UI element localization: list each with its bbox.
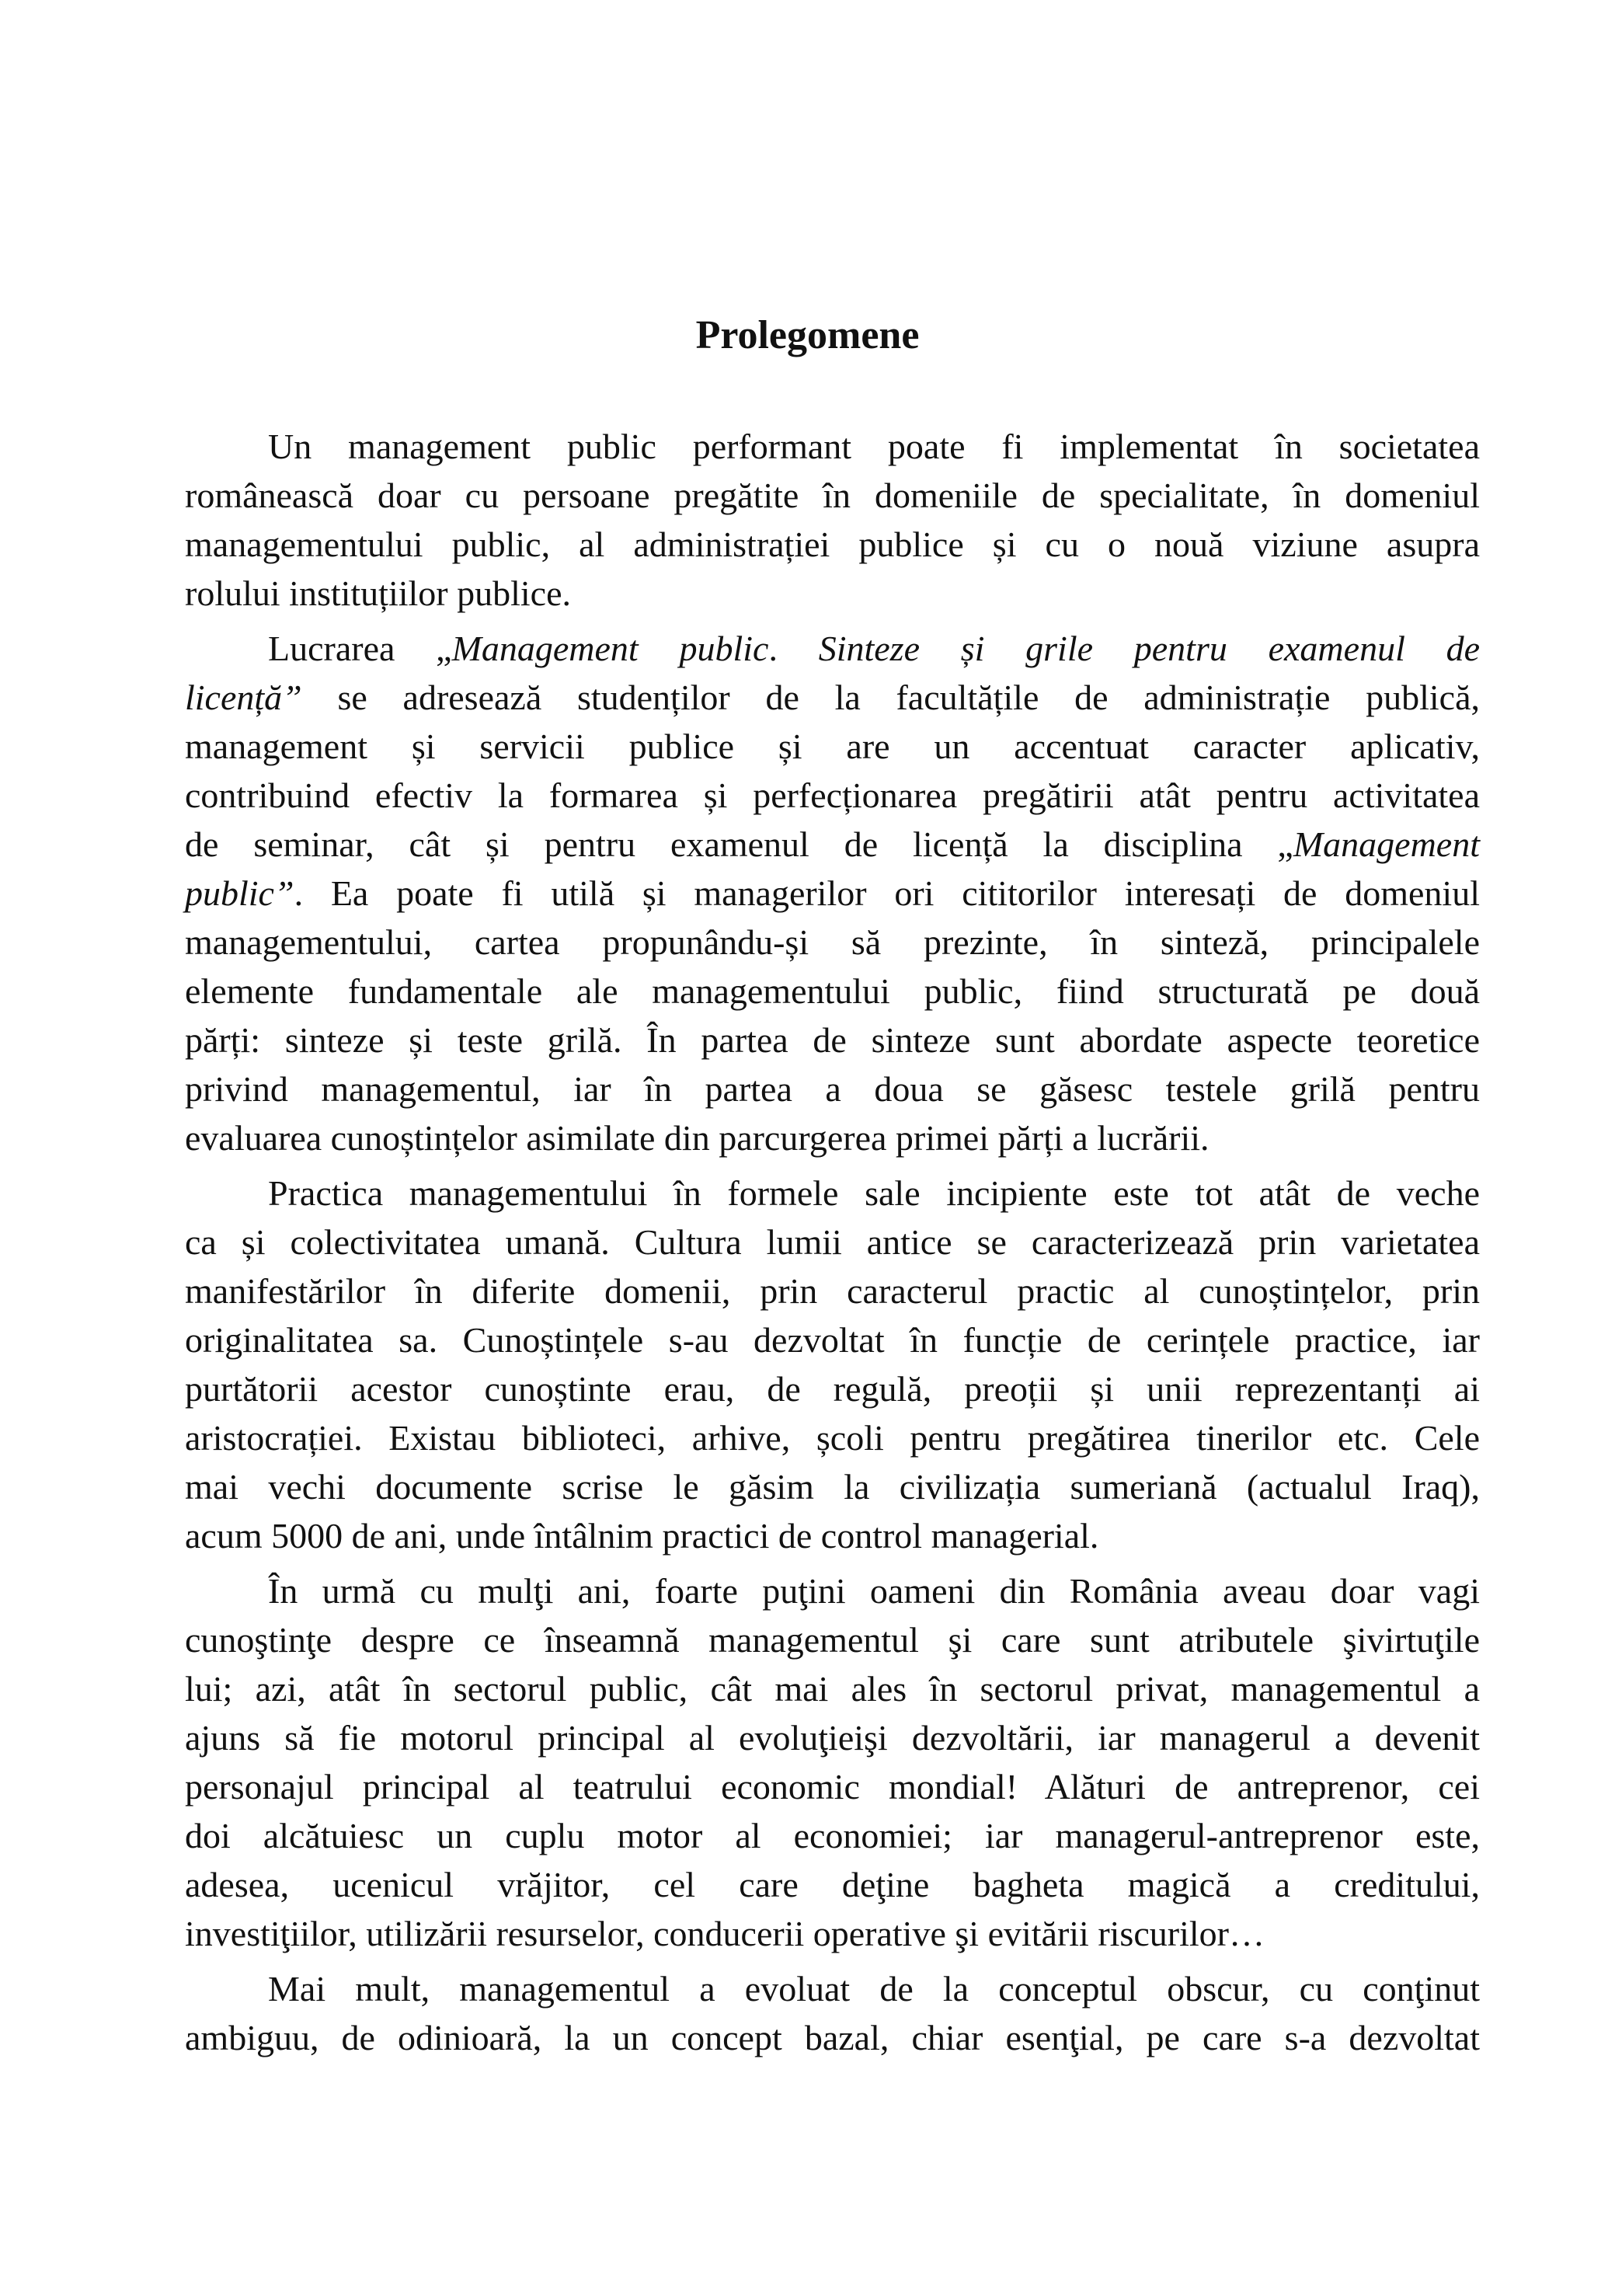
text-line: [185, 869, 1480, 918]
text-line: [185, 569, 1480, 618]
text-segment: de seminar, cât și pentru examenul de licență la disciplina „: [185, 824, 1293, 864]
italic-text: Management: [1293, 824, 1480, 864]
text-line: [185, 1016, 1480, 1064]
paragraph: [185, 1169, 1480, 1560]
text-line: [185, 520, 1480, 569]
italic-text: Management public: [451, 629, 769, 668]
text-segment: managementului, cartea propunându-și să prezinte, în sinteză, principalele: [185, 922, 1480, 962]
text-segment: . Ea poate fi utilă și managerilor ori cititorilor interesați de domeniul: [294, 873, 1480, 913]
text-segment: originalitatea sa. Cunoștințele s-au dezvoltat în funcție de cerințele practice, iar: [185, 1320, 1480, 1360]
paragraph: [185, 1964, 1480, 2062]
text-segment: adesea, ucenicul vrăjitor, cel care deţine bagheta magică a creditului,: [185, 1865, 1480, 1904]
text-segment: purtătorii acestor cunoștinte erau, de regulă, preoții și unii reprezentanți ai: [185, 1369, 1480, 1409]
text-line: [185, 1964, 1480, 2013]
text-segment: personajul principal al teatrului economic mondial! Alături de antreprenor, cei: [185, 1767, 1480, 1806]
text-segment: elemente fundamentale ale managementului public, fiind structurată pe două: [185, 971, 1480, 1011]
text-segment: management și servicii publice și are un accentuat caracter aplicativ,: [185, 726, 1480, 766]
text-segment: lui; azi, atât în sectorul public, cât mai ales în sectorul privat, managementul a: [185, 1669, 1480, 1709]
text-line: [185, 1169, 1480, 1218]
text-line: [185, 722, 1480, 771]
italic-text: Sinteze și grile pentru examenul de: [818, 629, 1481, 668]
text-line: [185, 1364, 1480, 1413]
text-segment: Un management public performant poate fi implementat în societatea: [268, 427, 1480, 466]
text-segment: cunoştinţe despre ce înseamnă managementul şi care sunt atributele şivirtuţile: [185, 1620, 1480, 1660]
text-segment: ajuns să fie motorul principal al evoluţieişi dezvoltării, iar managerul a devenit: [185, 1718, 1480, 1758]
text-segment: ca și colectivitatea umană. Cultura lumii antice se caracterizează prin varietatea: [185, 1222, 1480, 1262]
text-line: [185, 1064, 1480, 1113]
text-segment: .: [768, 629, 819, 668]
text-line: [185, 2013, 1480, 2062]
text-line: [185, 1218, 1480, 1266]
text-line: [185, 820, 1480, 869]
text-line: [185, 1909, 1480, 1958]
text-segment: rolului instituțiilor publice.: [185, 573, 572, 613]
text-segment: În urmă cu mulţi ani, foarte puţini oameni din România aveau doar vagi: [268, 1571, 1480, 1611]
text-line: [185, 471, 1480, 520]
text-segment: contribuind efectiv la formarea și perfecționarea pregătirii atât pentru activitatea: [185, 775, 1480, 815]
text-line: [185, 1615, 1480, 1664]
text-line: [185, 673, 1480, 722]
text-segment: Practica managementului în formele sale incipiente este tot atât de veche: [268, 1173, 1480, 1213]
text-segment: Mai mult, managementul a evoluat de la conceptul obscur, cu conţinut: [268, 1969, 1480, 2009]
text-segment: evaluarea cunoștințelor asimilate din parcurgerea primei părți a lucrării.: [185, 1118, 1210, 1158]
text-segment: aristocrației. Existau biblioteci, arhive, școli pentru pregătirea tinerilor etc. Cele: [185, 1418, 1480, 1458]
text-segment: investiţiilor, utilizării resurselor, conducerii operative şi evitării riscurilor…: [185, 1914, 1265, 1953]
text-segment: acum 5000 de ani, unde întâlnim practici de control managerial.: [185, 1516, 1099, 1556]
italic-text: public”: [185, 873, 294, 913]
text-line: [185, 1315, 1480, 1364]
text-segment: românească doar cu persoane pregătite în domeniile de specialitate, în domeniul: [185, 476, 1480, 515]
text-segment: părți: sinteze și teste grilă. În partea de sinteze sunt abordate aspecte teoretice: [185, 1020, 1480, 1060]
text-segment: se adresează studenților de la facultățile de administrație publică,: [301, 678, 1480, 717]
document-body: [185, 422, 1480, 2068]
text-line: [185, 1511, 1480, 1560]
paragraph: [185, 422, 1480, 618]
paragraph: [185, 1566, 1480, 1958]
text-line: [185, 1860, 1480, 1909]
text-segment: manifestărilor în diferite domenii, prin caracterul practic al cunoștințelor, prin: [185, 1271, 1480, 1311]
text-line: [185, 1566, 1480, 1615]
text-line: [185, 967, 1480, 1016]
text-line: [185, 1664, 1480, 1713]
text-segment: ambiguu, de odinioară, la un concept bazal, chiar esenţial, pe care s-a dezvoltat: [185, 2018, 1480, 2057]
italic-text: licență”: [185, 678, 302, 717]
page-title: Prolegomene: [695, 313, 920, 357]
text-segment: mai vechi documente scrise le găsim la civilizația sumeriană (actualul Iraq),: [185, 1467, 1480, 1507]
paragraph: [185, 624, 1480, 1162]
text-line: [185, 1413, 1480, 1462]
text-line: [185, 1462, 1480, 1511]
text-segment: Lucrarea „: [268, 629, 452, 668]
text-segment: managementului public, al administrației publice și cu o nouă viziune asupra: [185, 524, 1480, 564]
text-line: [185, 1113, 1480, 1162]
text-line: [185, 422, 1480, 471]
text-line: [185, 1811, 1480, 1860]
text-line: [185, 1762, 1480, 1811]
text-line: [185, 624, 1480, 673]
text-line: [185, 1266, 1480, 1315]
text-segment: doi alcătuiesc un cuplu motor al economiei; iar managerul-antreprenor este,: [185, 1816, 1480, 1855]
text-line: [185, 771, 1480, 820]
text-segment: privind managementul, iar în partea a doua se găsesc testele grilă pentru: [185, 1069, 1480, 1109]
text-line: [185, 1713, 1480, 1762]
text-line: [185, 918, 1480, 967]
